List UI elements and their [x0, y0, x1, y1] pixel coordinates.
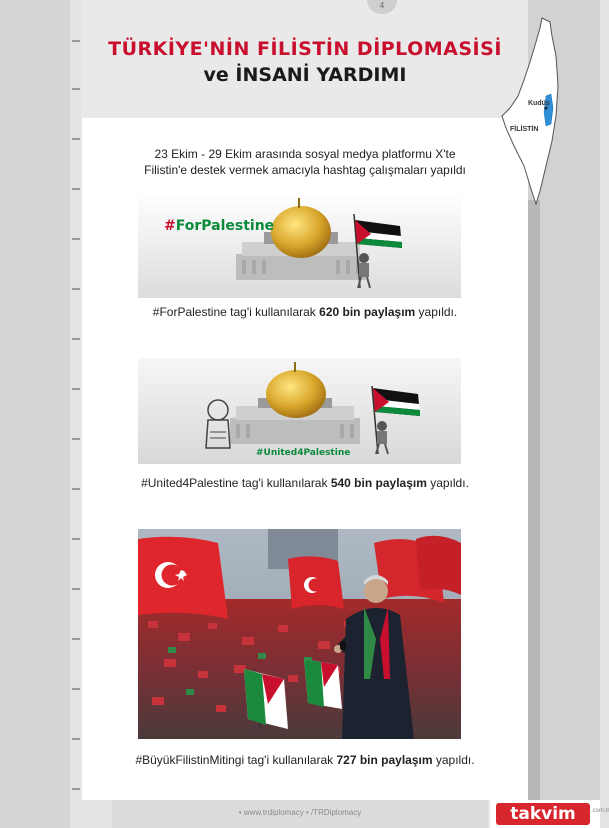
binder-tick [72, 40, 80, 42]
united4palestine-banner [138, 358, 461, 464]
binder-tick [72, 388, 80, 390]
binder-tick [72, 138, 80, 140]
map-city-label: Kudüs [528, 100, 550, 107]
rally-caption: #BüyükFilistinMitingi tag'i kullanılarak 727 bin paylaşım yapıldı. [135, 753, 475, 767]
binder-tick [72, 638, 80, 640]
intro-text [82, 146, 528, 178]
binder-tick [72, 238, 80, 240]
united4palestine-hashtag: #United4Palestine [256, 448, 351, 458]
page-number: 4 [379, 1, 385, 10]
binder-tick [72, 538, 80, 540]
intro-line-2: Filistin'e destek vermek amacıyla hashtag çalışmaları yapıldı [144, 163, 466, 177]
binder-tick [72, 688, 80, 690]
binder-tick [72, 188, 80, 190]
binder-tick [72, 738, 80, 740]
united4palestine-caption: #United4Palestine tag'i kullanılarak 540 bin paylaşım yapıldı. [141, 476, 469, 490]
binder-tick [72, 588, 80, 590]
forpalestine-banner [138, 192, 461, 298]
page-tab [367, 0, 397, 14]
footer-text: • www.trdiplomacy • /TRDiplomacy [238, 808, 362, 817]
left-margin-strip [0, 0, 70, 828]
brand-name: takvim [510, 804, 576, 824]
binder-tick [72, 288, 80, 290]
forpalestine-illustration [138, 192, 461, 298]
rally-photo [138, 529, 461, 739]
binder-tick [72, 438, 80, 440]
title-line-1: TÜRKİYE'NİN FİLİSTİN DİPLOMASİSİ [108, 38, 502, 60]
map-country-label: FİLİSTİN [510, 126, 539, 133]
binder-tick [72, 788, 80, 790]
brand-logo [490, 800, 609, 828]
forpalestine-caption: #ForPalestine tag'i kullanılarak 620 bin paylaşım yapıldı. [152, 305, 458, 319]
brand-suffix: .com.tr [591, 808, 609, 814]
binder-tick [72, 338, 80, 340]
binder-tick [72, 88, 80, 90]
intro-line-1: 23 Ekim - 29 Ekim arasında sosyal medya platformu X'te [154, 147, 456, 161]
forpalestine-hashtag: #ForPalestine [164, 218, 275, 234]
binder-tick [72, 488, 80, 490]
rally-photo-illustration [138, 529, 461, 739]
footer-bar [112, 800, 488, 828]
page-title [82, 36, 528, 88]
title-line-2: ve İNSANİ YARDIMI [203, 64, 407, 86]
